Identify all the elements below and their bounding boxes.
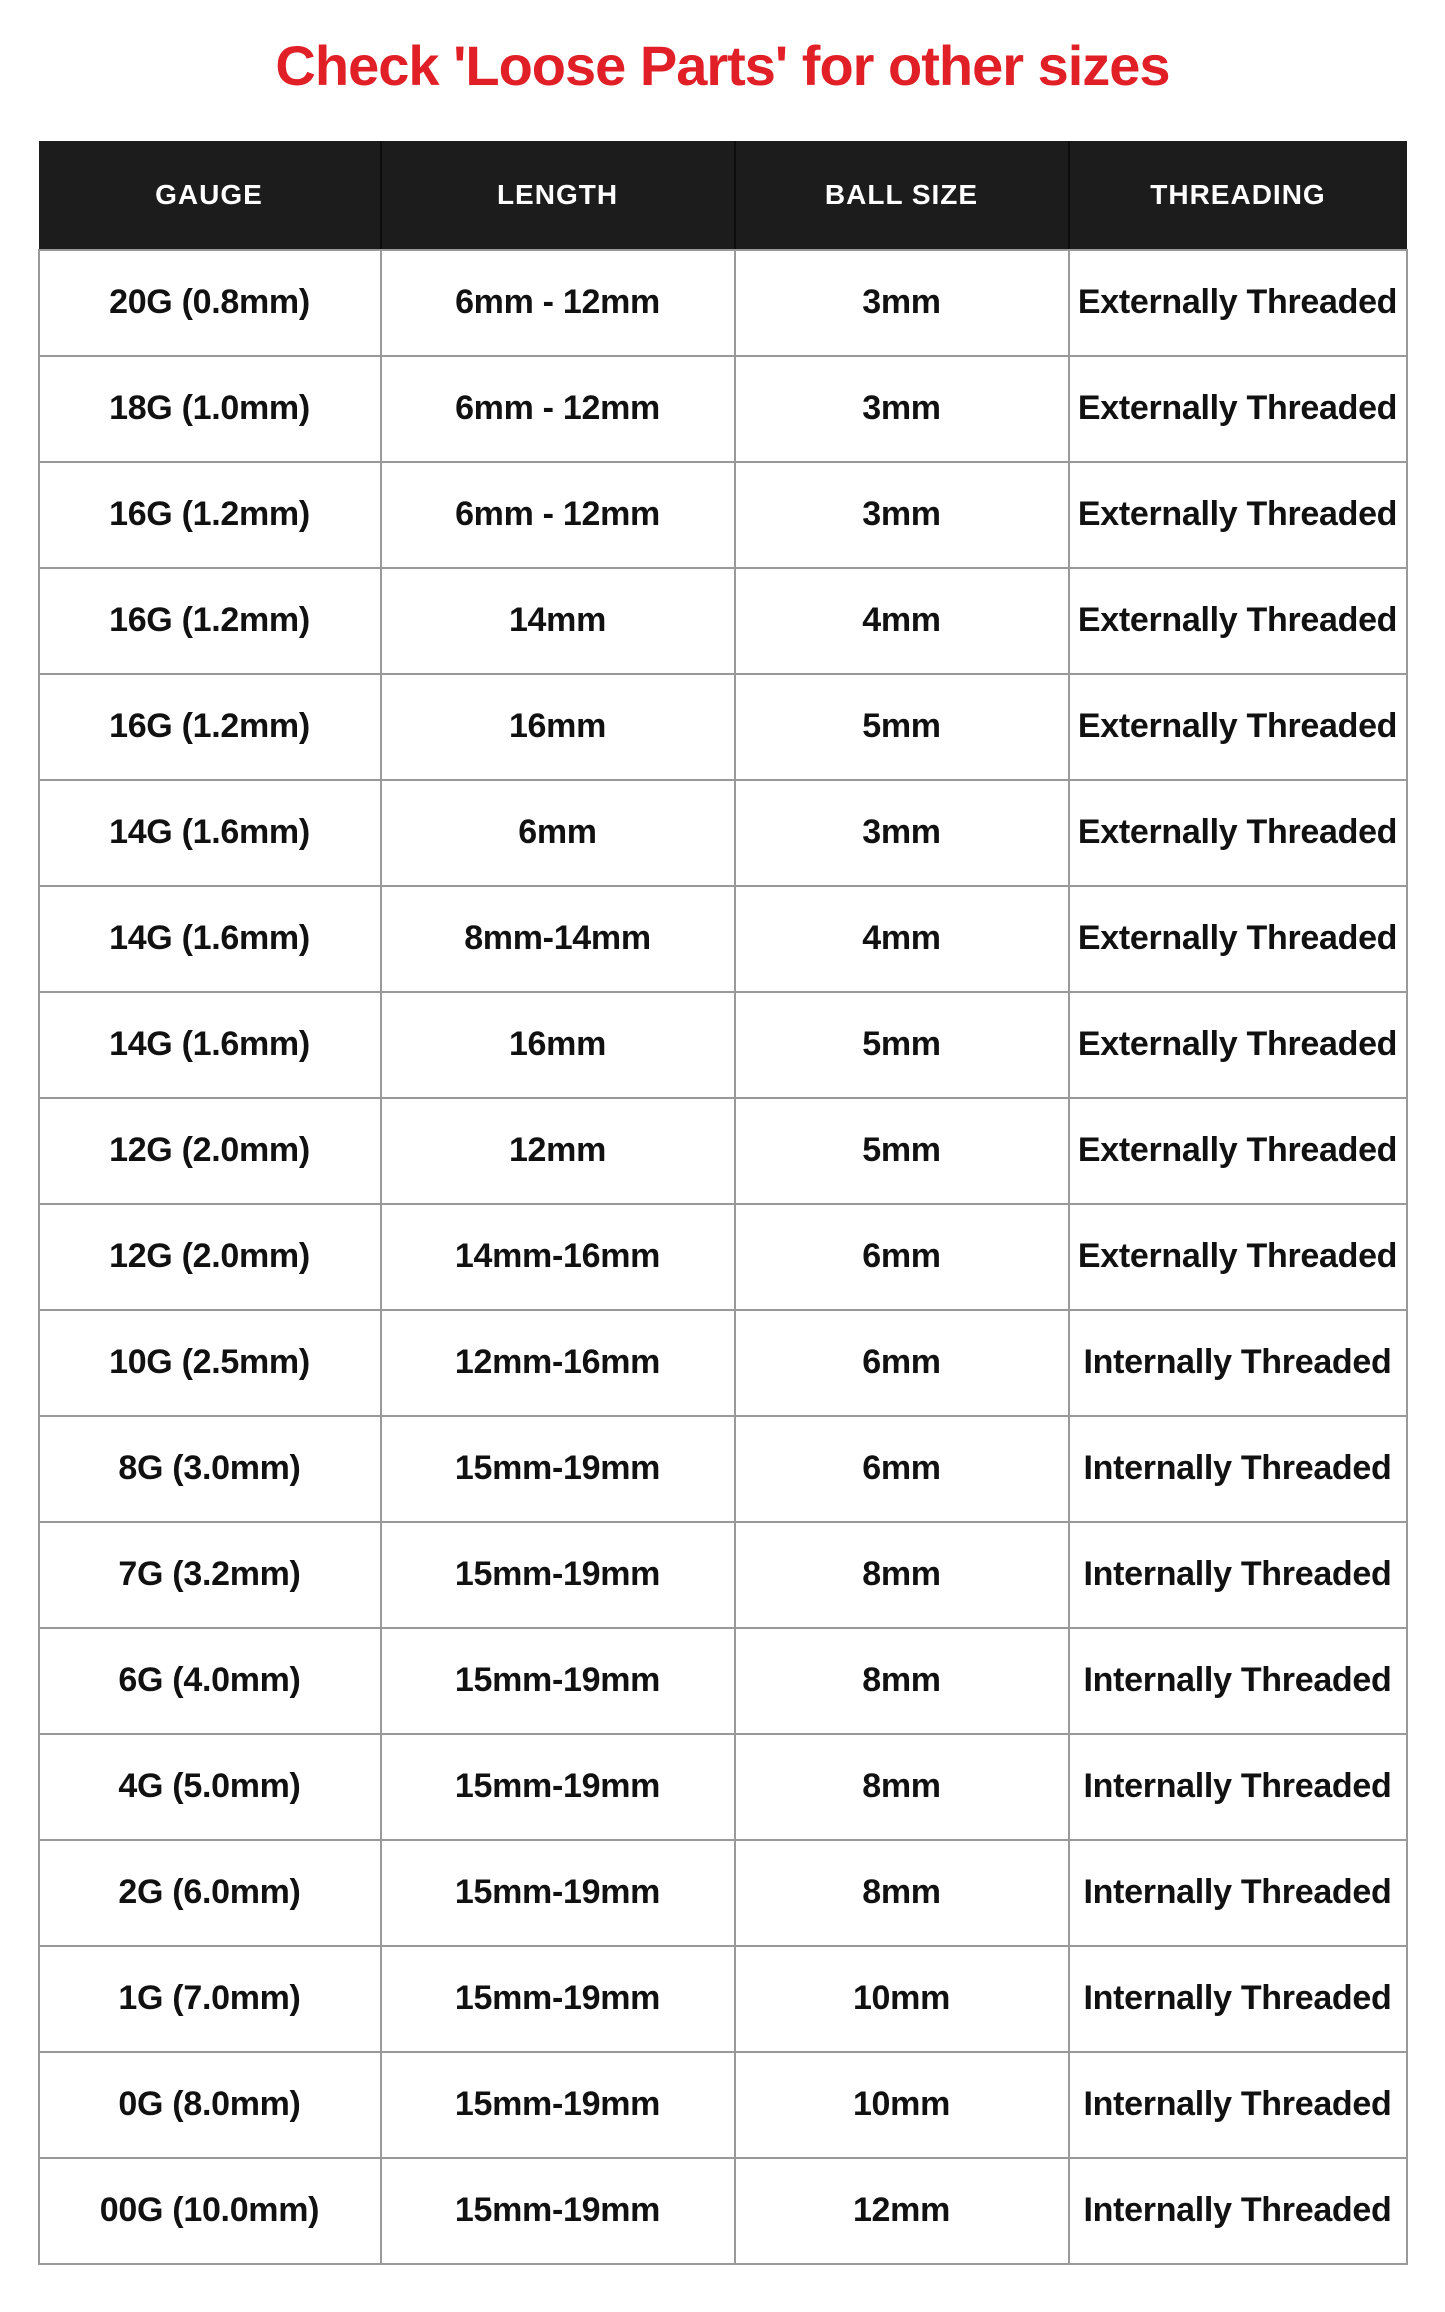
table-cell-length: 12mm [381,1098,735,1204]
table-cell-threading: Internally Threaded [1069,1522,1407,1628]
table-cell-gauge: 12G (2.0mm) [39,1098,381,1204]
table-row [39,1628,1407,1734]
table-cell-threading: Externally Threaded [1069,1098,1407,1204]
table-cell-ball-size: 4mm [735,568,1069,674]
table-cell-length: 12mm-16mm [381,1310,735,1416]
size-chart-table [38,141,1408,2265]
table-cell-ball-size: 5mm [735,674,1069,780]
table-row [39,568,1407,674]
table-row [39,462,1407,568]
table-cell-gauge: 4G (5.0mm) [39,1734,381,1840]
table-cell-ball-size: 3mm [735,780,1069,886]
table-cell-gauge: 0G (8.0mm) [39,2052,381,2158]
table-cell-threading: Externally Threaded [1069,674,1407,780]
table-cell-ball-size: 3mm [735,356,1069,462]
table-row [39,1310,1407,1416]
table-cell-gauge: 16G (1.2mm) [39,568,381,674]
table-row [39,1734,1407,1840]
table-cell-threading: Internally Threaded [1069,1734,1407,1840]
table-cell-threading: Externally Threaded [1069,780,1407,886]
table-cell-gauge: 12G (2.0mm) [39,1204,381,1310]
table-cell-threading: Internally Threaded [1069,1840,1407,1946]
table-cell-ball-size: 8mm [735,1522,1069,1628]
table-cell-gauge: 14G (1.6mm) [39,886,381,992]
table-cell-gauge: 18G (1.0mm) [39,356,381,462]
table-row [39,674,1407,780]
table-row [39,1522,1407,1628]
table-cell-gauge: 2G (6.0mm) [39,1840,381,1946]
table-cell-ball-size: 4mm [735,886,1069,992]
table-cell-ball-size: 3mm [735,250,1069,356]
table-cell-gauge: 14G (1.6mm) [39,992,381,1098]
table-row [39,356,1407,462]
table-row [39,1098,1407,1204]
table-cell-gauge: 7G (3.2mm) [39,1522,381,1628]
table-cell-ball-size: 10mm [735,2052,1069,2158]
table-cell-gauge: 14G (1.6mm) [39,780,381,886]
table-cell-threading: Internally Threaded [1069,1416,1407,1522]
table-cell-length: 15mm-19mm [381,1628,735,1734]
table-cell-ball-size: 10mm [735,1946,1069,2052]
table-cell-length: 6mm - 12mm [381,250,735,356]
table-cell-threading: Externally Threaded [1069,568,1407,674]
table-row [39,1840,1407,1946]
table-cell-ball-size: 6mm [735,1310,1069,1416]
table-row [39,992,1407,1098]
table-row [39,780,1407,886]
table-cell-gauge: 16G (1.2mm) [39,462,381,568]
table-row [39,886,1407,992]
table-cell-threading: Externally Threaded [1069,992,1407,1098]
header-row [39,141,1407,250]
table-row [39,1946,1407,2052]
table-cell-gauge: 8G (3.0mm) [39,1416,381,1522]
table-body [39,250,1407,2264]
table-cell-length: 16mm [381,992,735,1098]
table-cell-ball-size: 6mm [735,1204,1069,1310]
table-cell-threading: Internally Threaded [1069,1628,1407,1734]
table-cell-length: 14mm-16mm [381,1204,735,1310]
table-cell-ball-size: 8mm [735,1628,1069,1734]
table-cell-length: 15mm-19mm [381,1416,735,1522]
table-cell-length: 6mm [381,780,735,886]
table-cell-gauge: 6G (4.0mm) [39,1628,381,1734]
table-cell-length: 8mm-14mm [381,886,735,992]
table-cell-gauge: 20G (0.8mm) [39,250,381,356]
table-row [39,2158,1407,2264]
table-cell-length: 15mm-19mm [381,2052,735,2158]
table-cell-threading: Externally Threaded [1069,250,1407,356]
table-cell-ball-size: 12mm [735,2158,1069,2264]
table-cell-gauge: 1G (7.0mm) [39,1946,381,2052]
column-header-length: LENGTH [381,141,735,250]
table-row [39,2052,1407,2158]
table-cell-ball-size: 8mm [735,1734,1069,1840]
table-cell-length: 16mm [381,674,735,780]
table-cell-length: 15mm-19mm [381,1522,735,1628]
table-cell-threading: Internally Threaded [1069,1310,1407,1416]
page-title: Check 'Loose Parts' for other sizes [275,34,1170,97]
table-cell-gauge: 16G (1.2mm) [39,674,381,780]
table-cell-threading: Internally Threaded [1069,1946,1407,2052]
table-row [39,1416,1407,1522]
table-cell-threading: Externally Threaded [1069,886,1407,992]
table-row [39,250,1407,356]
column-header-threading: THREADING [1069,141,1407,250]
table-cell-ball-size: 8mm [735,1840,1069,1946]
table-cell-ball-size: 6mm [735,1416,1069,1522]
table-cell-length: 6mm - 12mm [381,356,735,462]
table-header [39,141,1407,250]
table-cell-length: 14mm [381,568,735,674]
table-cell-length: 6mm - 12mm [381,462,735,568]
table-cell-ball-size: 5mm [735,1098,1069,1204]
table-cell-threading: Externally Threaded [1069,462,1407,568]
table-cell-gauge: 00G (10.0mm) [39,2158,381,2264]
table-cell-length: 15mm-19mm [381,1734,735,1840]
column-header-gauge: GAUGE [39,141,381,250]
table-cell-gauge: 10G (2.5mm) [39,1310,381,1416]
table-cell-threading: Externally Threaded [1069,356,1407,462]
table-cell-threading: Internally Threaded [1069,2052,1407,2158]
table-cell-length: 15mm-19mm [381,2158,735,2264]
column-header-ball-size: BALL SIZE [735,141,1069,250]
table-cell-length: 15mm-19mm [381,1840,735,1946]
table-row [39,1204,1407,1310]
table-cell-ball-size: 5mm [735,992,1069,1098]
table-cell-ball-size: 3mm [735,462,1069,568]
table-cell-length: 15mm-19mm [381,1946,735,2052]
table-cell-threading: Externally Threaded [1069,1204,1407,1310]
table-cell-threading: Internally Threaded [1069,2158,1407,2264]
